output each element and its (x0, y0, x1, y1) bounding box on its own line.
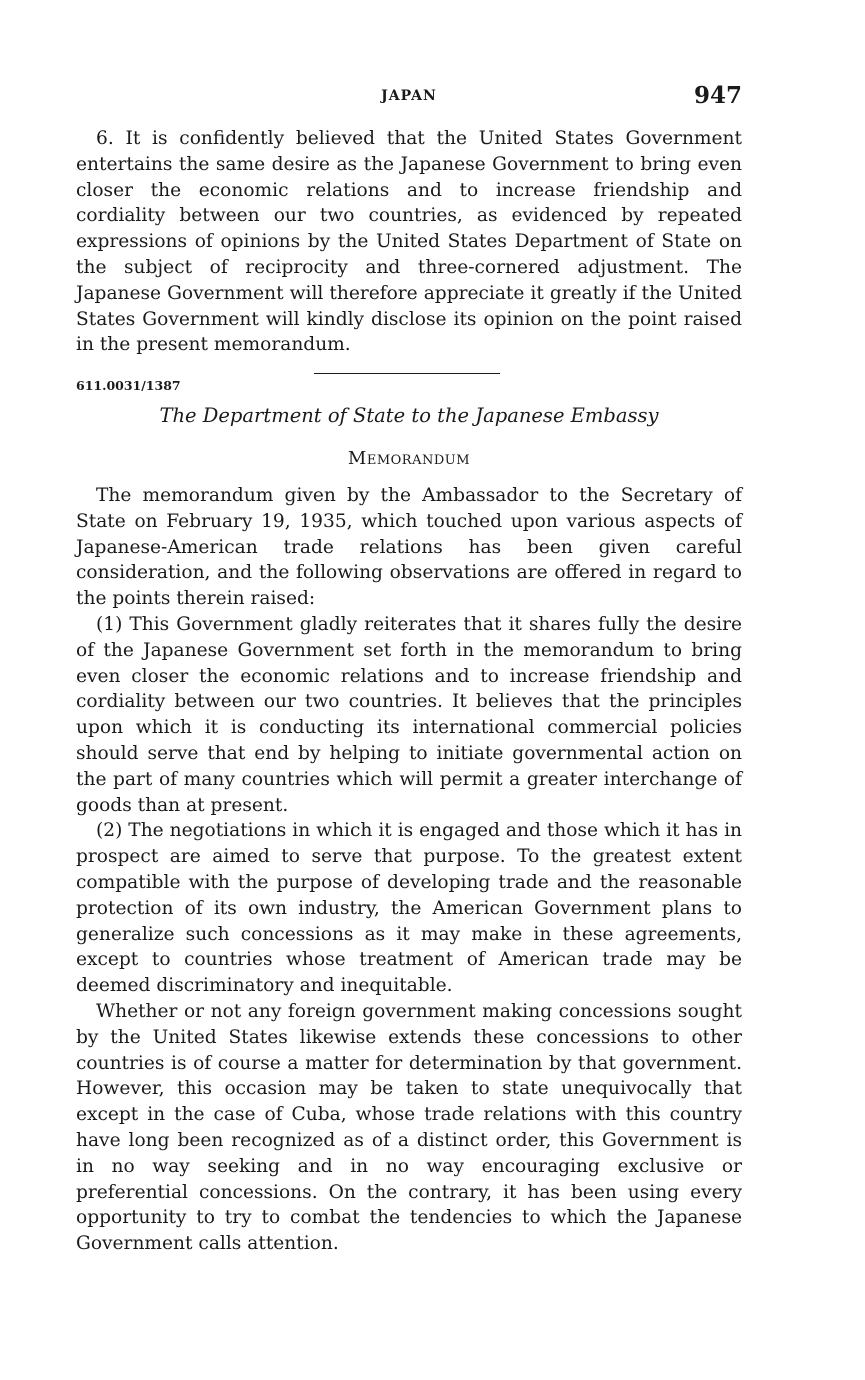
memo-paragraph-1: (1) This Government gladly reiterates that it shares fully the desire of the Japanese Government set forth in the memorandum to bring even closer the economic relations and to increase friendship and cordiality between our two countries. It believes that the principles upon which it is conducting its international commercial policies should serve that end by helping to initiate governmental action on the part of many countries which will permit a greater interchange of goods than at present. (76, 613, 742, 816)
section-divider (314, 373, 500, 374)
running-title: JAPAN (381, 88, 437, 104)
file-number: 611.0031/1387 (76, 378, 181, 393)
document-type: Memorandum (347, 448, 471, 469)
memorandum-body (76, 483, 742, 1257)
running-header (76, 84, 742, 110)
memo-paragraph-3: Whether or not any foreign government making concessions sought by the United States likewise extends these concessions to other countries is of course a matter for determination by that government. However, this occasion may be taken to state unequivocally that except in the case of Cuba, whose trade relations with this country have long been recognized as of a distinct order, this Government is in no way seeking and in no way encouraging exclusive or preferential concessions. On the contrary, it has been using every opportunity to try to combat the tendencies to which the Japanese Government calls attention. (76, 1000, 742, 1255)
paragraph-6: 6. It is confidently believed that the United States Government entertains the same desire as the Japanese Government to bring even closer the economic relations and to increase friendship and cordiality between our two countries, as evidenced by repeated expressions of opinions by the United States Department of State on the subject of reciprocity and three-cornered adjustment. The Japanese Government will therefore appreciate it greatly if the United States Government will kindly disclose its opinion on the point raised in the present memorandum. (76, 128, 742, 356)
memo-paragraph-2: (2) The negotiations in which it is engaged and those which it has in prospect are aimed to serve that purpose. To the greatest extent compatible with the purpose of developing trade and the reasonable protection of its own industry, the American Government plans to generalize such concessions as it may make in these agreements, except to countries whose treatment of American trade may be deemed discriminatory and inequitable. (76, 820, 742, 997)
memo-paragraph-intro: The memorandum given by the Ambassador to the Secretary of State on February 19, 1935, which touched upon various aspects of Japanese-American trade relations has been given careful consideration, and the following observations are offered in regard to the points therein raised: (76, 485, 742, 610)
document-page (76, 0, 742, 1380)
page-number: 947 (693, 82, 742, 109)
document-heading: The Department of State to the Japanese Embassy (159, 404, 659, 427)
